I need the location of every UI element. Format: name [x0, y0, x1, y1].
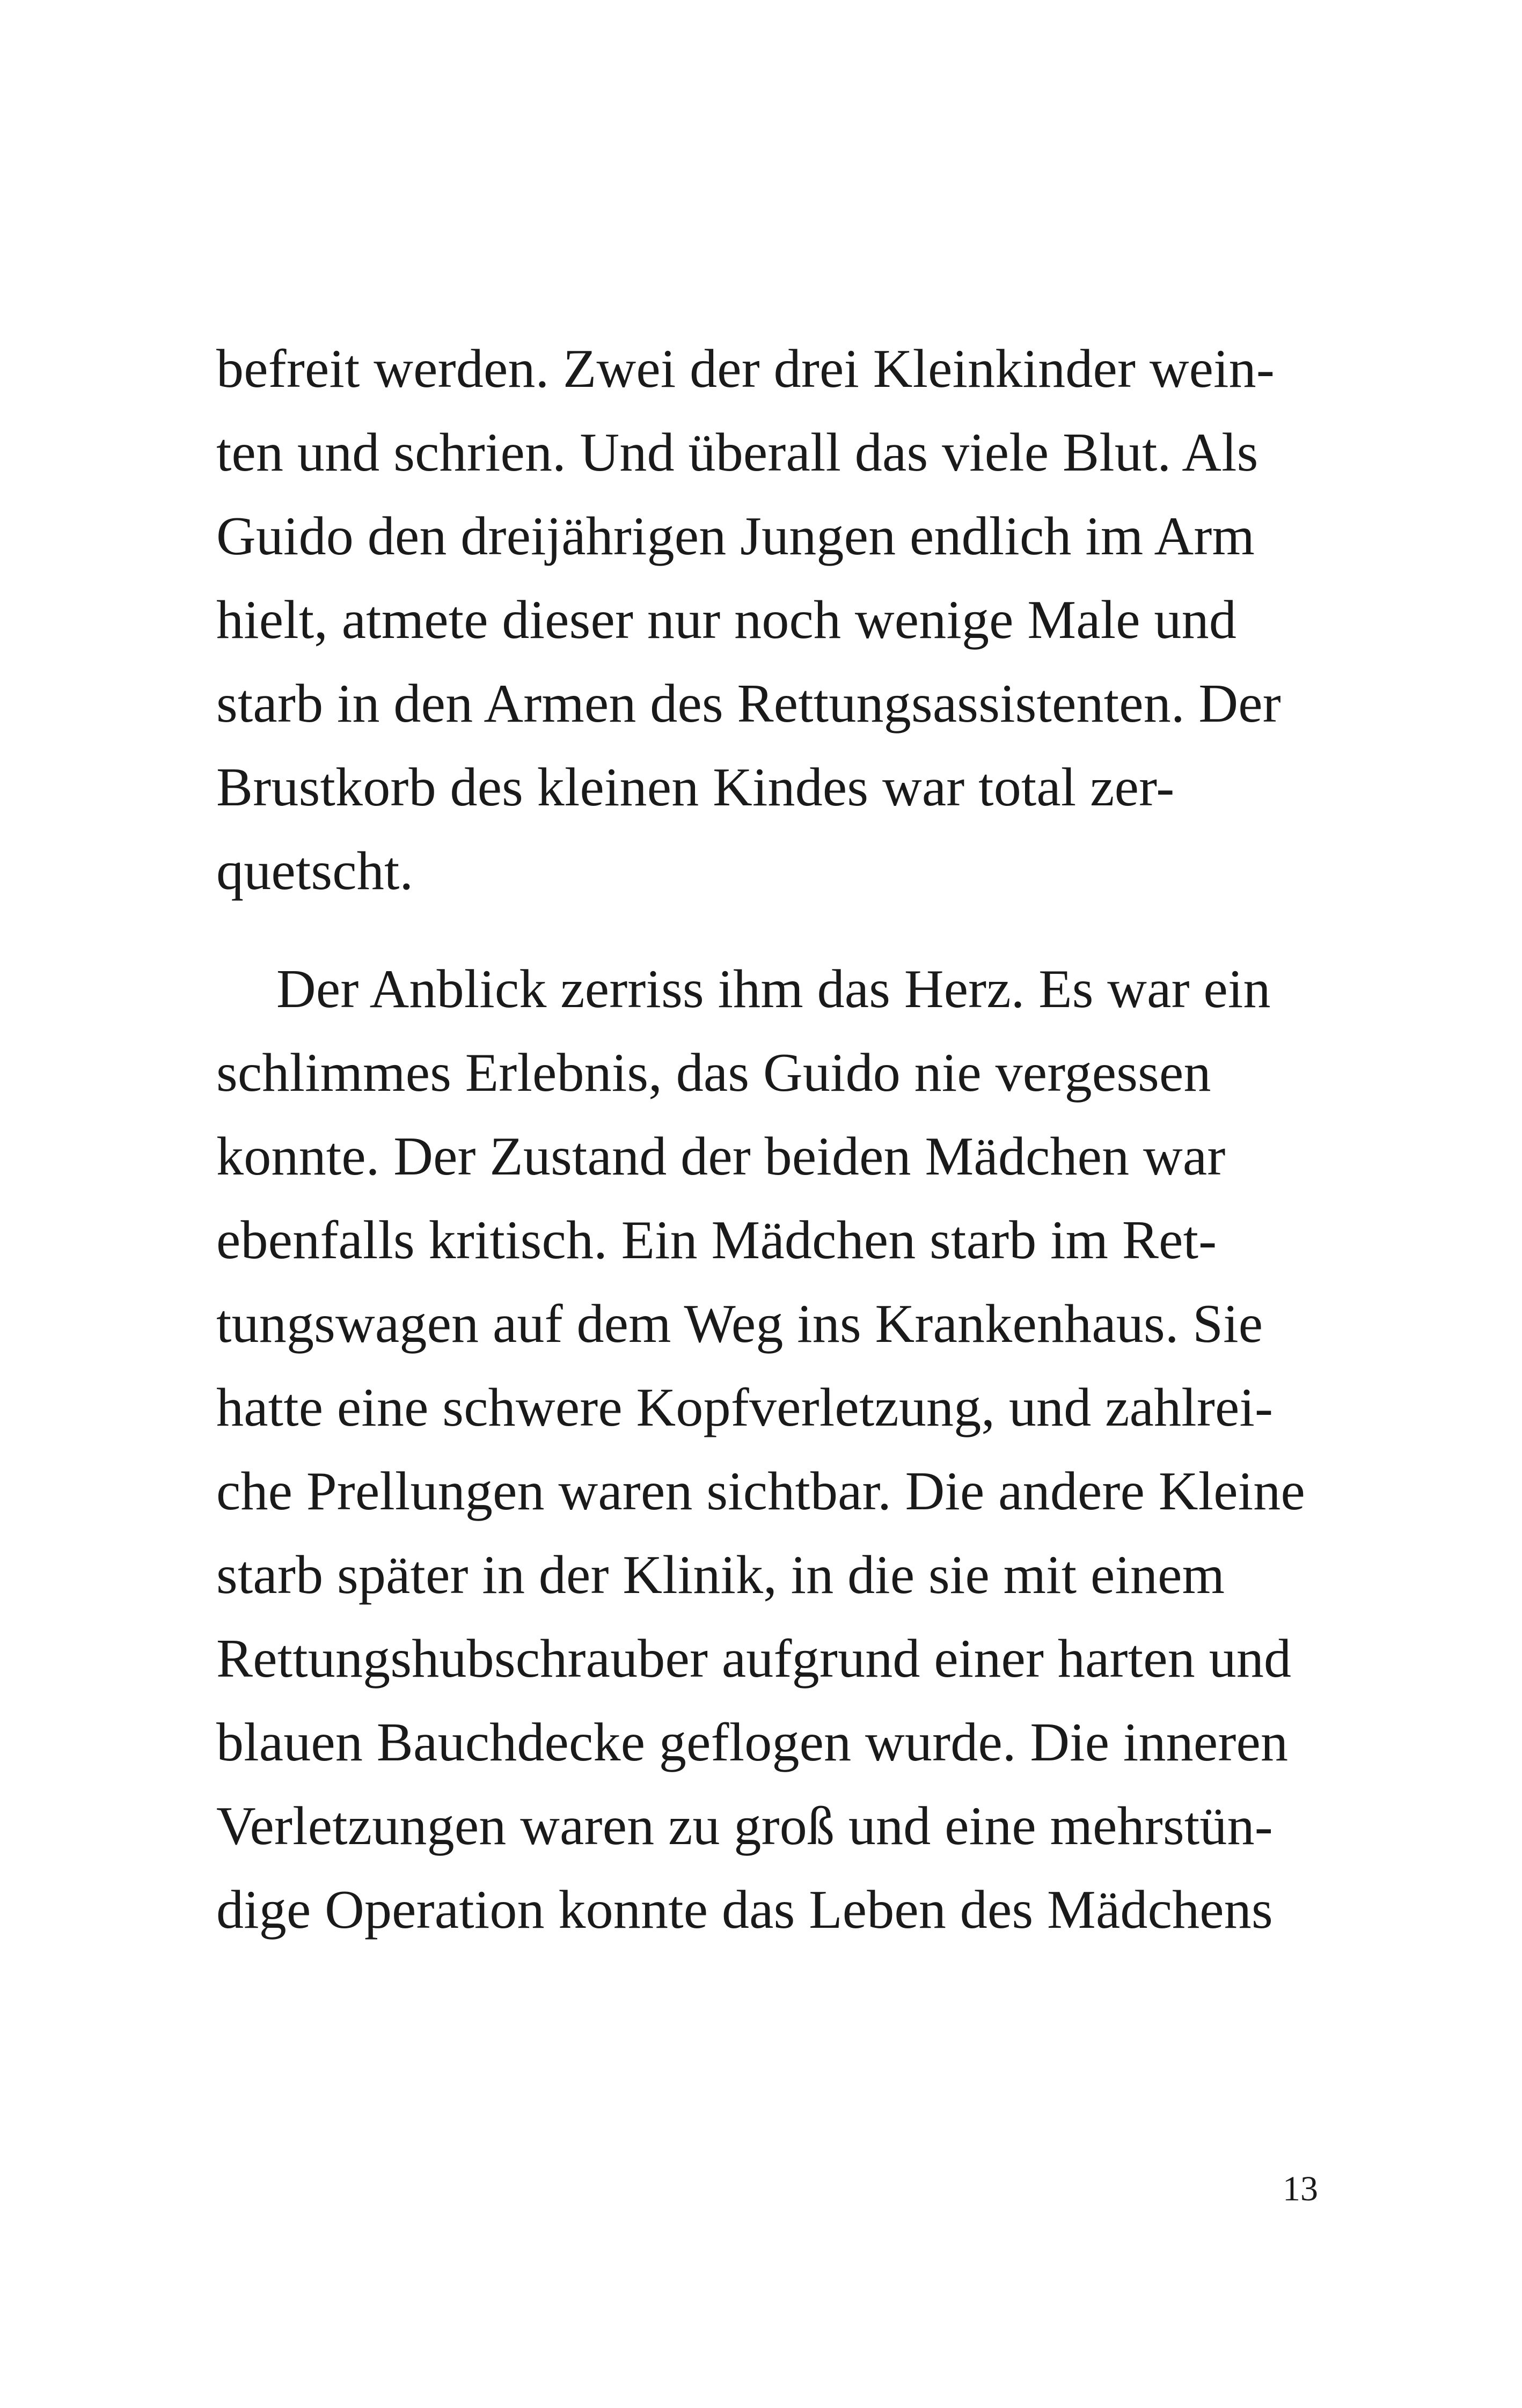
text-line: ebenfalls kritisch. Ein Mädchen starb im Ret- — [216, 1210, 1217, 1271]
text-line — [216, 1952, 1333, 2036]
text-line: Rettungshubschrauber aufgrund einer harten und — [216, 1628, 1292, 1689]
text-line: tungswagen auf dem Weg ins Krankenhaus. Sie — [216, 1294, 1263, 1354]
paragraph-2 — [216, 948, 1333, 2036]
text-line: blauen Bauchdecke geflogen wurde. Die inneren — [216, 1712, 1289, 1773]
text-line: konnte. Der Zustand der beiden Mädchen war — [216, 1126, 1226, 1187]
text-line: quetscht. — [216, 841, 414, 901]
text-line: dige Operation konnte das Leben des Mädchens — [216, 1880, 1273, 1940]
text-line: Brustkorb des kleinen Kindes war total zer- — [216, 757, 1175, 818]
text-line: che Prellungen waren sichtbar. Die andere Kleine — [216, 1461, 1305, 1522]
paragraph-1 — [216, 327, 1333, 913]
text-line: ten und schrien. Und überall das viele Blut. Als — [216, 422, 1258, 483]
text-line: befreit werden. Zwei der drei Kleinkinder wein- — [216, 339, 1275, 399]
text-line: Der Anblick zerriss ihm das Herz. Es war ein — [276, 959, 1271, 1019]
text-line: starb in den Armen des Rettungsassistenten. Der — [216, 673, 1281, 734]
text-line: Verletzungen waren zu groß und eine mehrstün- — [216, 1796, 1273, 1856]
text-line: hielt, atmete dieser nur noch wenige Male und — [216, 590, 1237, 650]
page-number: 13 — [1283, 2169, 1318, 2208]
text-line: hatte eine schwere Kopfverletzung, und zahlrei- — [216, 1377, 1274, 1438]
text-line: schlimmes Erlebnis, das Guido nie vergessen — [216, 1043, 1211, 1103]
paragraph-spacer — [216, 913, 1333, 948]
text-line: starb später in der Klinik, in die sie mit einem — [216, 1545, 1225, 1605]
text-line: Guido den dreijährigen Jungen endlich im Arm — [216, 506, 1255, 567]
body-text — [216, 327, 1333, 2036]
